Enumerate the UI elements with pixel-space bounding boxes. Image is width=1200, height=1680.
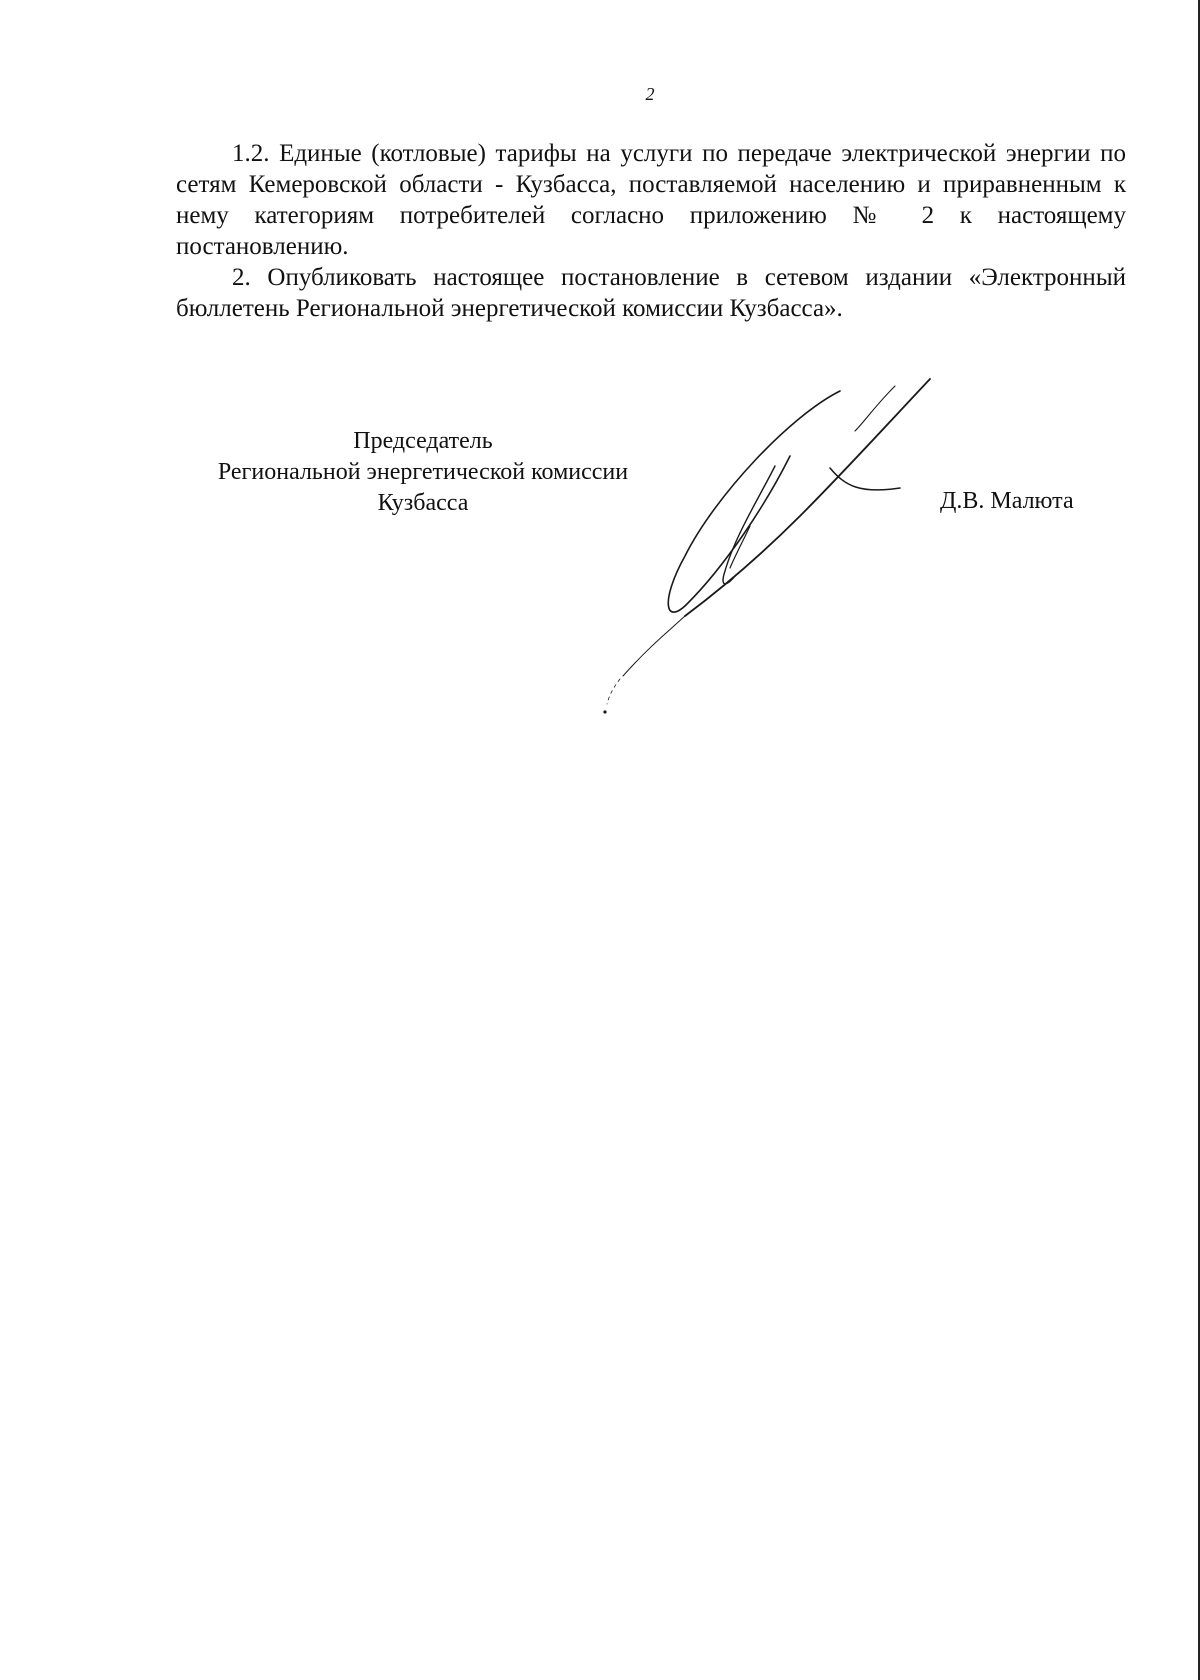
signatory-title-line: Региональной энергетической комиссии [217,459,629,485]
document-body [176,138,1126,324]
signatory-name: Д.В. Малюта [940,488,1074,514]
paragraph-publish: 2. Опубликовать настоящее постановление в сетевом издании «Электронный бюллетень Региональной энергетической комиссии Кузбасса». [176,264,1126,322]
paragraph-tariffs: 1.2. Единые (котловые) тарифы на услуги по передаче электрической энергии по сетям Кемеровской области - Кузбасса, поставляемой населению и приравненным к нему категориям потребителей согласно приложению № 2 к настоящему постановлению. [176,140,1126,260]
signatory-title-line: Председатель [353,428,493,454]
page-number: 2 [645,84,655,104]
signatory-title-line: Кузбасса [377,490,469,516]
signature-icon [575,376,955,716]
